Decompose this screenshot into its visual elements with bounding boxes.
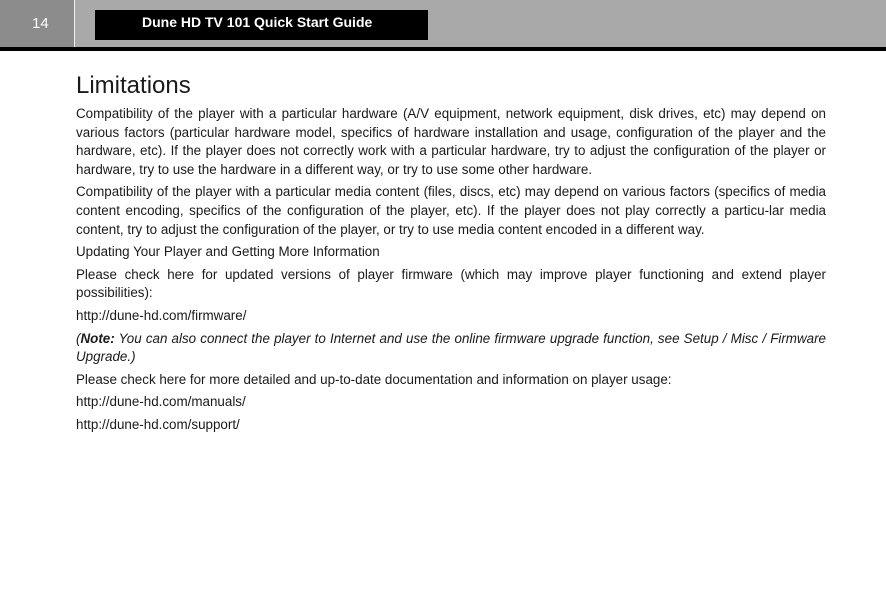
page-number-box bbox=[0, 0, 75, 47]
page-number: 14 bbox=[32, 15, 49, 32]
page-content bbox=[76, 72, 826, 439]
firmware-text: Please check here for updated versions of player firmware (which may improve player functioning and extend player possibilities): bbox=[76, 266, 826, 301]
paragraph-media: Compatibility of the player with a particular media content (files, discs, etc) may depend on various factors (specifics of media content encoding, specifics of the configuration of the player, etc). If the player does not play correctly a particu-lar media content, try to adjust the configuration of the player, or try to use media content encoded in a different way. bbox=[76, 184, 826, 237]
firmware-url[interactable]: http://dune-hd.com/firmware/ bbox=[76, 307, 247, 323]
document-title-box bbox=[95, 10, 428, 40]
header-rule bbox=[0, 47, 886, 51]
updating-heading: Updating Your Player and Getting More Information bbox=[76, 244, 380, 260]
support-url[interactable]: http://dune-hd.com/support/ bbox=[76, 416, 240, 432]
docs-text: Please check here for more detailed and up-to-date documentation and information on player usage: bbox=[76, 371, 672, 387]
page-header bbox=[0, 0, 886, 47]
manuals-url[interactable]: http://dune-hd.com/manuals/ bbox=[76, 394, 246, 410]
section-title: Limitations bbox=[76, 72, 191, 99]
paragraph-hardware: Compatibility of the player with a particular hardware (A/V equipment, network equipment, disk drives, etc) may depend on various factors (particular hardware model, specifics of hardware installation and usage, configuration of the player and the hardware, etc). If the player does not correctly work with a particular hardware, try to adjust the configuration of the player or hardware, try to use the hardware in a different way, or try to use some other hardware. bbox=[76, 106, 826, 177]
note-paragraph bbox=[76, 330, 826, 367]
document-title: Dune HD TV 101 Quick Start Guide bbox=[142, 14, 373, 30]
note-label: Note: bbox=[80, 330, 115, 346]
note-open: ( bbox=[76, 330, 81, 346]
note-text: You can also connect the player to Internet and use the online firmware upgrade function, see Setup / Misc / Firmware Upgrade.) bbox=[76, 330, 826, 365]
